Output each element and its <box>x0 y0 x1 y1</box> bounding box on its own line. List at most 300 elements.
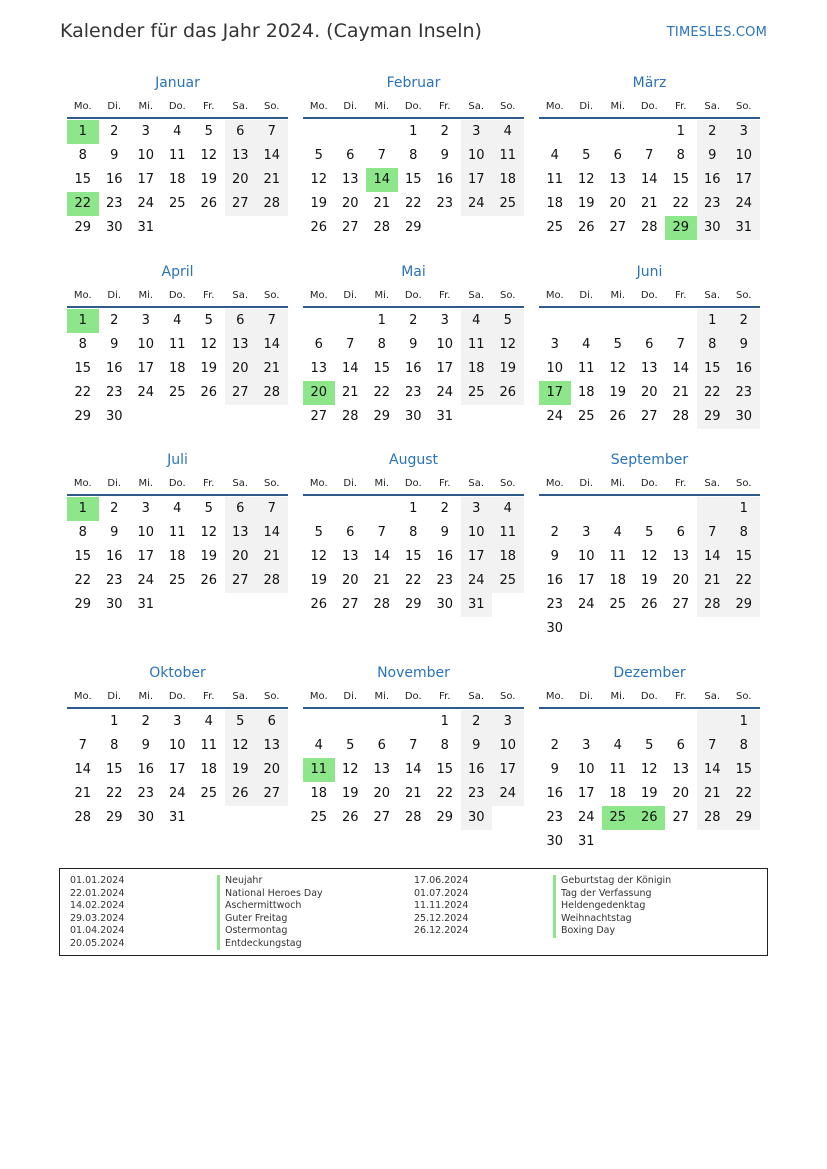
day-cell[interactable]: 6 <box>676 525 685 540</box>
day-cell[interactable]: 28 <box>404 810 422 825</box>
day-cell[interactable]: 23 <box>436 573 454 588</box>
day-cell[interactable]: 3 <box>141 124 150 139</box>
day-cell[interactable]: 18 <box>168 172 186 187</box>
day-cell[interactable]: 2 <box>110 501 119 516</box>
day-cell[interactable]: 15 <box>672 172 690 187</box>
day-cell[interactable]: 7 <box>346 337 355 352</box>
day-cell[interactable]: 20 <box>672 786 690 801</box>
day-cell[interactable]: 25 <box>461 381 493 405</box>
day-cell[interactable]: 21 <box>640 196 658 211</box>
day-cell[interactable]: 22 <box>105 786 123 801</box>
day-cell[interactable]: 2 <box>440 501 449 516</box>
day-cell[interactable]: 6 <box>225 497 257 521</box>
day-cell[interactable]: 24 <box>461 569 493 593</box>
day-cell[interactable]: 4 <box>314 738 323 753</box>
day-cell[interactable]: 19 <box>492 357 524 381</box>
day-cell[interactable]: 24 <box>168 786 186 801</box>
day-cell[interactable]: 26 <box>200 573 218 588</box>
day-cell[interactable]: 14 <box>256 521 288 545</box>
day-cell[interactable]: 21 <box>373 196 391 211</box>
day-cell[interactable]: 5 <box>613 337 622 352</box>
day-cell[interactable]: 30 <box>728 405 760 429</box>
day-cell[interactable]: 23 <box>728 381 760 405</box>
day-cell[interactable]: 8 <box>78 525 87 540</box>
day-cell[interactable]: 27 <box>256 782 288 806</box>
day-cell[interactable]: 28 <box>341 409 359 424</box>
day-cell[interactable]: 13 <box>373 762 391 777</box>
day-cell[interactable]: 3 <box>141 501 150 516</box>
day-cell[interactable]: 7 <box>256 309 288 333</box>
day-cell[interactable]: 1 <box>409 124 418 139</box>
day-cell[interactable]: 24 <box>577 810 595 825</box>
day-cell[interactable]: 27 <box>225 569 257 593</box>
day-cell[interactable]: 22 <box>436 786 454 801</box>
day-cell[interactable]: 29 <box>74 220 92 235</box>
day-cell[interactable]: 5 <box>645 525 654 540</box>
day-cell[interactable]: 15 <box>697 357 729 381</box>
day-cell[interactable]: 28 <box>256 381 288 405</box>
day-cell[interactable]: 3 <box>492 710 524 734</box>
day-cell[interactable]: 6 <box>314 337 323 352</box>
day-cell[interactable]: 31 <box>577 834 595 849</box>
day-cell[interactable]: 6 <box>225 309 257 333</box>
day-cell[interactable]: 8 <box>78 148 87 163</box>
day-cell[interactable]: 9 <box>110 337 119 352</box>
day-cell[interactable]: 8 <box>697 333 729 357</box>
day-cell[interactable]: 26 <box>492 381 524 405</box>
day-cell[interactable]: 15 <box>404 549 422 564</box>
day-cell[interactable]: 2 <box>110 313 119 328</box>
day-cell[interactable]: 16 <box>728 357 760 381</box>
day-cell[interactable]: 5 <box>314 148 323 163</box>
day-cell[interactable]: 18 <box>609 573 627 588</box>
day-cell[interactable]: 3 <box>173 714 182 729</box>
day-cell[interactable]: 4 <box>582 337 591 352</box>
day-cell[interactable]: 16 <box>461 758 493 782</box>
day-cell[interactable]: 5 <box>582 148 591 163</box>
day-cell[interactable]: 6 <box>256 710 288 734</box>
day-cell[interactable]: 1 <box>67 120 99 144</box>
day-cell[interactable]: 28 <box>640 220 658 235</box>
day-cell[interactable]: 6 <box>346 525 355 540</box>
day-cell[interactable]: 25 <box>492 192 524 216</box>
day-cell[interactable]: 14 <box>373 549 391 564</box>
day-cell[interactable]: 10 <box>577 762 595 777</box>
day-cell[interactable]: 11 <box>577 361 595 376</box>
day-cell[interactable]: 20 <box>640 385 658 400</box>
day-cell[interactable]: 19 <box>609 385 627 400</box>
day-cell[interactable]: 28 <box>697 593 729 617</box>
day-cell[interactable]: 24 <box>577 597 595 612</box>
day-cell[interactable]: 18 <box>492 168 524 192</box>
day-cell[interactable]: 4 <box>173 501 182 516</box>
day-cell[interactable]: 17 <box>137 361 155 376</box>
day-cell[interactable]: 15 <box>105 762 123 777</box>
day-cell[interactable]: 10 <box>137 148 155 163</box>
day-cell[interactable]: 4 <box>173 313 182 328</box>
day-cell[interactable]: 30 <box>436 597 454 612</box>
day-cell[interactable]: 15 <box>74 361 92 376</box>
day-cell[interactable]: 21 <box>697 569 729 593</box>
day-cell[interactable]: 4 <box>550 148 559 163</box>
day-cell[interactable]: 23 <box>436 196 454 211</box>
day-cell[interactable]: 31 <box>728 216 760 240</box>
day-cell[interactable]: 5 <box>225 710 257 734</box>
day-cell[interactable]: 1 <box>697 309 729 333</box>
day-cell[interactable]: 23 <box>105 196 123 211</box>
day-cell[interactable]: 11 <box>168 148 186 163</box>
day-cell[interactable]: 1 <box>110 714 119 729</box>
day-cell[interactable]: 15 <box>728 545 760 569</box>
day-cell[interactable]: 5 <box>314 525 323 540</box>
day-cell[interactable]: 3 <box>728 120 760 144</box>
day-cell[interactable]: 11 <box>303 758 335 782</box>
day-cell[interactable]: 26 <box>609 409 627 424</box>
day-cell[interactable]: 27 <box>341 220 359 235</box>
day-cell[interactable]: 13 <box>672 762 690 777</box>
day-cell[interactable]: 25 <box>577 409 595 424</box>
day-cell[interactable]: 3 <box>141 313 150 328</box>
day-cell[interactable]: 10 <box>492 734 524 758</box>
day-cell[interactable]: 30 <box>461 806 493 830</box>
day-cell[interactable]: 16 <box>404 361 422 376</box>
day-cell[interactable]: 24 <box>137 196 155 211</box>
day-cell[interactable]: 16 <box>105 361 123 376</box>
day-cell[interactable]: 24 <box>546 409 564 424</box>
day-cell[interactable]: 13 <box>672 549 690 564</box>
day-cell[interactable]: 23 <box>137 786 155 801</box>
day-cell[interactable]: 17 <box>728 168 760 192</box>
day-cell[interactable]: 8 <box>440 738 449 753</box>
day-cell[interactable]: 9 <box>409 337 418 352</box>
day-cell[interactable]: 13 <box>256 734 288 758</box>
day-cell[interactable]: 20 <box>341 196 359 211</box>
day-cell[interactable]: 20 <box>341 573 359 588</box>
day-cell[interactable]: 7 <box>697 521 729 545</box>
day-cell[interactable]: 29 <box>665 216 697 240</box>
day-cell[interactable]: 15 <box>436 762 454 777</box>
day-cell[interactable]: 12 <box>200 525 218 540</box>
day-cell[interactable]: 11 <box>461 333 493 357</box>
day-cell[interactable]: 8 <box>409 148 418 163</box>
day-cell[interactable]: 5 <box>346 738 355 753</box>
day-cell[interactable]: 7 <box>377 525 386 540</box>
day-cell[interactable]: 5 <box>645 738 654 753</box>
day-cell[interactable]: 26 <box>577 220 595 235</box>
day-cell[interactable]: 15 <box>373 361 391 376</box>
day-cell[interactable]: 9 <box>110 525 119 540</box>
day-cell[interactable]: 20 <box>373 786 391 801</box>
day-cell[interactable]: 4 <box>173 124 182 139</box>
day-cell[interactable]: 18 <box>577 385 595 400</box>
day-cell[interactable]: 11 <box>200 738 218 753</box>
day-cell[interactable]: 31 <box>436 409 454 424</box>
day-cell[interactable]: 16 <box>546 786 564 801</box>
day-cell[interactable]: 16 <box>546 573 564 588</box>
day-cell[interactable]: 18 <box>609 786 627 801</box>
day-cell[interactable]: 23 <box>461 782 493 806</box>
day-cell[interactable]: 17 <box>461 168 493 192</box>
day-cell[interactable]: 11 <box>546 172 564 187</box>
day-cell[interactable]: 9 <box>697 144 729 168</box>
day-cell[interactable]: 2 <box>461 710 493 734</box>
day-cell[interactable]: 29 <box>404 597 422 612</box>
day-cell[interactable]: 10 <box>137 525 155 540</box>
day-cell[interactable]: 17 <box>137 549 155 564</box>
day-cell[interactable]: 19 <box>640 786 658 801</box>
day-cell[interactable]: 9 <box>110 148 119 163</box>
day-cell[interactable]: 6 <box>676 738 685 753</box>
day-cell[interactable]: 14 <box>341 361 359 376</box>
day-cell[interactable]: 8 <box>728 521 760 545</box>
day-cell[interactable]: 4 <box>613 525 622 540</box>
day-cell[interactable]: 3 <box>461 497 493 521</box>
day-cell[interactable]: 10 <box>436 337 454 352</box>
day-cell[interactable]: 11 <box>609 549 627 564</box>
day-cell[interactable]: 1 <box>67 497 99 521</box>
day-cell[interactable]: 18 <box>200 762 218 777</box>
day-cell[interactable]: 18 <box>492 545 524 569</box>
day-cell[interactable]: 24 <box>137 573 155 588</box>
day-cell[interactable]: 11 <box>492 521 524 545</box>
day-cell[interactable]: 1 <box>440 714 449 729</box>
day-cell[interactable]: 21 <box>672 385 690 400</box>
day-cell[interactable]: 3 <box>461 120 493 144</box>
day-cell[interactable]: 9 <box>440 525 449 540</box>
day-cell[interactable]: 4 <box>492 497 524 521</box>
day-cell[interactable]: 30 <box>105 220 123 235</box>
day-cell[interactable]: 27 <box>609 220 627 235</box>
day-cell[interactable]: 26 <box>341 810 359 825</box>
day-cell[interactable]: 12 <box>577 172 595 187</box>
day-cell[interactable]: 22 <box>728 782 760 806</box>
day-cell[interactable]: 12 <box>200 337 218 352</box>
day-cell[interactable]: 25 <box>546 220 564 235</box>
day-cell[interactable]: 26 <box>634 806 666 830</box>
day-cell[interactable]: 28 <box>697 806 729 830</box>
day-cell[interactable]: 23 <box>546 810 564 825</box>
day-cell[interactable]: 1 <box>67 309 99 333</box>
day-cell[interactable]: 3 <box>550 337 559 352</box>
day-cell[interactable]: 13 <box>609 172 627 187</box>
day-cell[interactable]: 9 <box>728 333 760 357</box>
day-cell[interactable]: 28 <box>672 409 690 424</box>
day-cell[interactable]: 8 <box>110 738 119 753</box>
day-cell[interactable]: 3 <box>582 738 591 753</box>
day-cell[interactable]: 22 <box>67 192 99 216</box>
day-cell[interactable]: 1 <box>409 501 418 516</box>
day-cell[interactable]: 22 <box>373 385 391 400</box>
day-cell[interactable]: 2 <box>440 124 449 139</box>
day-cell[interactable]: 21 <box>341 385 359 400</box>
day-cell[interactable]: 19 <box>341 786 359 801</box>
day-cell[interactable]: 29 <box>436 810 454 825</box>
day-cell[interactable]: 13 <box>225 333 257 357</box>
day-cell[interactable]: 14 <box>74 762 92 777</box>
day-cell[interactable]: 18 <box>546 196 564 211</box>
day-cell[interactable]: 28 <box>373 220 391 235</box>
day-cell[interactable]: 10 <box>461 144 493 168</box>
day-cell[interactable]: 22 <box>728 569 760 593</box>
day-cell[interactable]: 1 <box>676 124 685 139</box>
day-cell[interactable]: 25 <box>310 810 328 825</box>
day-cell[interactable]: 13 <box>341 549 359 564</box>
day-cell[interactable]: 20 <box>225 168 257 192</box>
day-cell[interactable]: 23 <box>697 192 729 216</box>
day-cell[interactable]: 2 <box>697 120 729 144</box>
day-cell[interactable]: 24 <box>461 192 493 216</box>
day-cell[interactable]: 8 <box>78 337 87 352</box>
day-cell[interactable]: 6 <box>645 337 654 352</box>
day-cell[interactable]: 26 <box>200 196 218 211</box>
day-cell[interactable]: 1 <box>728 497 760 521</box>
day-cell[interactable]: 22 <box>697 381 729 405</box>
day-cell[interactable]: 30 <box>105 597 123 612</box>
day-cell[interactable]: 17 <box>461 545 493 569</box>
day-cell[interactable]: 13 <box>225 144 257 168</box>
day-cell[interactable]: 23 <box>404 385 422 400</box>
day-cell[interactable]: 12 <box>341 762 359 777</box>
day-cell[interactable]: 25 <box>609 597 627 612</box>
day-cell[interactable]: 19 <box>310 196 328 211</box>
day-cell[interactable]: 19 <box>640 573 658 588</box>
day-cell[interactable]: 26 <box>200 385 218 400</box>
day-cell[interactable]: 9 <box>461 734 493 758</box>
day-cell[interactable]: 21 <box>256 357 288 381</box>
day-cell[interactable]: 27 <box>225 381 257 405</box>
day-cell[interactable]: 4 <box>461 309 493 333</box>
day-cell[interactable]: 21 <box>256 545 288 569</box>
day-cell[interactable]: 20 <box>303 381 335 405</box>
day-cell[interactable]: 14 <box>672 361 690 376</box>
day-cell[interactable]: 28 <box>74 810 92 825</box>
day-cell[interactable]: 10 <box>137 337 155 352</box>
day-cell[interactable]: 31 <box>461 593 493 617</box>
day-cell[interactable]: 25 <box>168 196 186 211</box>
day-cell[interactable]: 31 <box>137 220 155 235</box>
day-cell[interactable]: 3 <box>582 525 591 540</box>
day-cell[interactable]: 12 <box>640 762 658 777</box>
day-cell[interactable]: 31 <box>168 810 186 825</box>
day-cell[interactable]: 24 <box>137 385 155 400</box>
day-cell[interactable]: 14 <box>697 758 729 782</box>
day-cell[interactable]: 15 <box>74 549 92 564</box>
day-cell[interactable]: 11 <box>492 144 524 168</box>
day-cell[interactable]: 10 <box>728 144 760 168</box>
day-cell[interactable]: 29 <box>697 405 729 429</box>
day-cell[interactable]: 17 <box>137 172 155 187</box>
day-cell[interactable]: 2 <box>550 738 559 753</box>
day-cell[interactable]: 20 <box>672 573 690 588</box>
day-cell[interactable]: 20 <box>225 357 257 381</box>
day-cell[interactable]: 10 <box>546 361 564 376</box>
day-cell[interactable]: 17 <box>492 758 524 782</box>
day-cell[interactable]: 23 <box>546 597 564 612</box>
day-cell[interactable]: 25 <box>168 573 186 588</box>
day-cell[interactable]: 21 <box>373 573 391 588</box>
day-cell[interactable]: 9 <box>550 549 559 564</box>
day-cell[interactable]: 6 <box>346 148 355 163</box>
day-cell[interactable]: 12 <box>310 172 328 187</box>
day-cell[interactable]: 13 <box>341 172 359 187</box>
day-cell[interactable]: 30 <box>697 216 729 240</box>
day-cell[interactable]: 26 <box>310 597 328 612</box>
day-cell[interactable]: 16 <box>137 762 155 777</box>
day-cell[interactable]: 5 <box>492 309 524 333</box>
day-cell[interactable]: 14 <box>640 172 658 187</box>
day-cell[interactable]: 6 <box>225 120 257 144</box>
day-cell[interactable]: 7 <box>256 120 288 144</box>
day-cell[interactable]: 30 <box>105 409 123 424</box>
day-cell[interactable]: 21 <box>404 786 422 801</box>
day-cell[interactable]: 20 <box>609 196 627 211</box>
day-cell[interactable]: 28 <box>256 569 288 593</box>
day-cell[interactable]: 17 <box>539 381 571 405</box>
day-cell[interactable]: 23 <box>105 573 123 588</box>
day-cell[interactable]: 2 <box>550 525 559 540</box>
day-cell[interactable]: 13 <box>640 361 658 376</box>
day-cell[interactable]: 18 <box>168 361 186 376</box>
day-cell[interactable]: 21 <box>256 168 288 192</box>
day-cell[interactable]: 23 <box>105 385 123 400</box>
day-cell[interactable]: 26 <box>225 782 257 806</box>
day-cell[interactable]: 28 <box>373 597 391 612</box>
day-cell[interactable]: 8 <box>676 148 685 163</box>
day-cell[interactable]: 20 <box>225 545 257 569</box>
day-cell[interactable]: 22 <box>74 385 92 400</box>
day-cell[interactable]: 24 <box>436 385 454 400</box>
day-cell[interactable]: 12 <box>225 734 257 758</box>
day-cell[interactable]: 7 <box>645 148 654 163</box>
day-cell[interactable]: 24 <box>492 782 524 806</box>
day-cell[interactable]: 25 <box>492 569 524 593</box>
day-cell[interactable]: 29 <box>74 597 92 612</box>
day-cell[interactable]: 22 <box>404 196 422 211</box>
day-cell[interactable]: 27 <box>310 409 328 424</box>
day-cell[interactable]: 15 <box>404 172 422 187</box>
day-cell[interactable]: 11 <box>168 525 186 540</box>
day-cell[interactable]: 8 <box>728 734 760 758</box>
day-cell[interactable]: 21 <box>697 782 729 806</box>
day-cell[interactable]: 2 <box>110 124 119 139</box>
day-cell[interactable]: 2 <box>141 714 150 729</box>
day-cell[interactable]: 30 <box>404 409 422 424</box>
day-cell[interactable]: 9 <box>550 762 559 777</box>
day-cell[interactable]: 19 <box>310 573 328 588</box>
day-cell[interactable]: 10 <box>461 521 493 545</box>
day-cell[interactable]: 7 <box>676 337 685 352</box>
day-cell[interactable]: 26 <box>640 597 658 612</box>
day-cell[interactable]: 14 <box>256 333 288 357</box>
day-cell[interactable]: 9 <box>141 738 150 753</box>
day-cell[interactable]: 27 <box>341 597 359 612</box>
day-cell[interactable]: 18 <box>461 357 493 381</box>
day-cell[interactable]: 19 <box>225 758 257 782</box>
day-cell[interactable]: 6 <box>613 148 622 163</box>
day-cell[interactable]: 25 <box>200 786 218 801</box>
day-cell[interactable]: 12 <box>640 549 658 564</box>
day-cell[interactable]: 14 <box>366 168 398 192</box>
day-cell[interactable]: 27 <box>373 810 391 825</box>
day-cell[interactable]: 7 <box>377 148 386 163</box>
day-cell[interactable]: 7 <box>697 734 729 758</box>
day-cell[interactable]: 4 <box>613 738 622 753</box>
day-cell[interactable]: 14 <box>404 762 422 777</box>
day-cell[interactable]: 27 <box>640 409 658 424</box>
day-cell[interactable]: 12 <box>609 361 627 376</box>
day-cell[interactable]: 22 <box>74 573 92 588</box>
day-cell[interactable]: 14 <box>256 144 288 168</box>
